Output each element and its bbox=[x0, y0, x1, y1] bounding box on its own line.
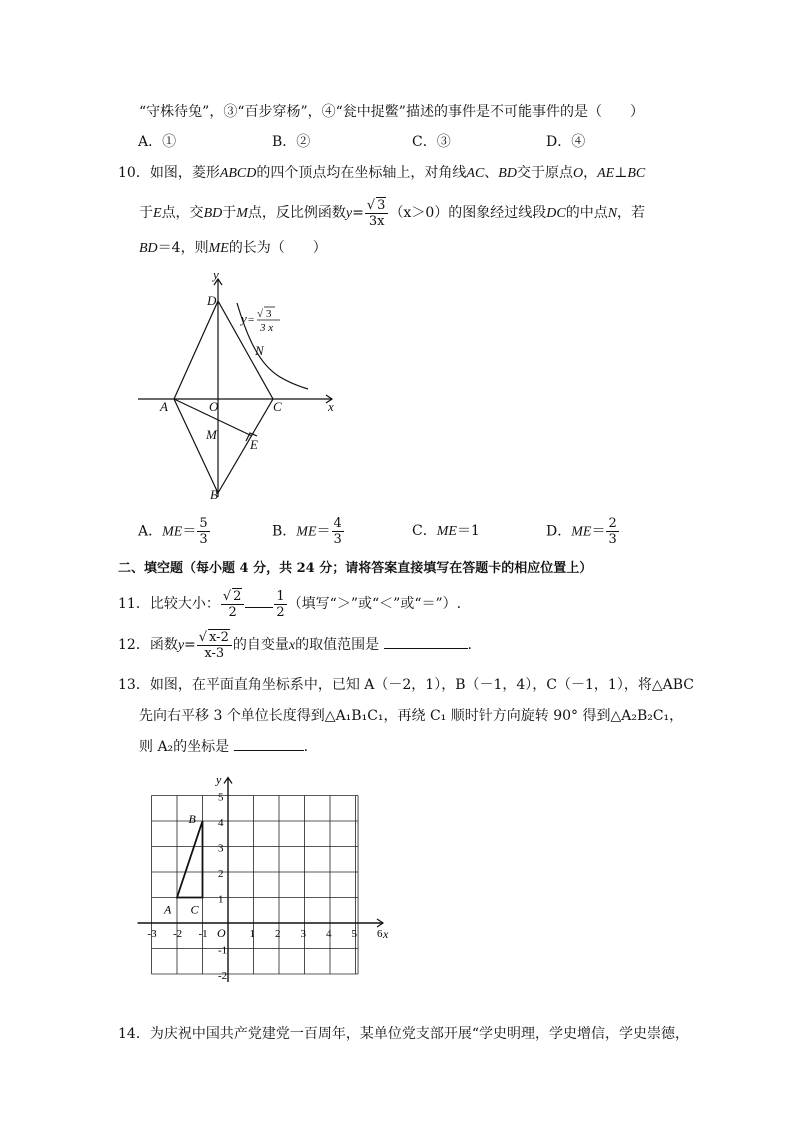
q10-option-b: B．ME＝ $\frac{4}{3}$ bbox=[272, 516, 342, 547]
fig-label-m: M bbox=[206, 427, 217, 442]
q10-option-d: D．ME＝ $\frac{2}{3}$ bbox=[546, 516, 617, 547]
q10-line2: 于E点，交BD于M点，反比例函数y= $\frac{√ 3}{3x}$ （x＞0）的图象经过线段DC的中点N，若 bbox=[139, 198, 646, 229]
point-label-a: A bbox=[164, 902, 172, 917]
q9-option-a: A．① bbox=[138, 134, 177, 150]
y-tick-label: 2 bbox=[218, 868, 224, 880]
triangle-abc bbox=[177, 821, 203, 898]
fig-curve-y: y bbox=[241, 311, 247, 326]
x-tick-label: 4 bbox=[326, 928, 332, 940]
svg-text:3: 3 bbox=[266, 308, 272, 320]
q9-option-d: D．④ bbox=[546, 134, 586, 150]
fig-label-o: O bbox=[209, 399, 219, 414]
fig-label-c: C bbox=[273, 399, 282, 414]
q11-line: 11．比较大小： $\frac{√ 2}{2}$ $\frac{1}{2}$ （填写“＞”或“＜”或“＝”）. bbox=[118, 588, 462, 620]
svg-text:√: √ bbox=[257, 308, 264, 320]
q13-line2: 先向右平移 3 个单位长度得到△A₁B₁C₁，再绕 C₁ 顺时针方向旋转 90° 得到△A₂B₂C₁， bbox=[139, 708, 684, 724]
rhombus-abcd bbox=[174, 301, 273, 493]
y-tick-label: 4 bbox=[218, 817, 224, 829]
x-tick-label: -2 bbox=[173, 928, 183, 940]
x-tick-label: 1 bbox=[249, 928, 255, 940]
grid-label-x: x bbox=[383, 927, 389, 941]
q9-option-b: B．② bbox=[272, 134, 311, 150]
x-tick-label: -3 bbox=[147, 928, 157, 940]
q10-option-c: C．ME＝1 bbox=[412, 523, 480, 539]
fig-label-y: y bbox=[213, 267, 219, 282]
x-tick-label: 3 bbox=[300, 928, 306, 940]
q10-function-fraction: $\frac{√ 3}{3x}$ bbox=[365, 197, 389, 229]
fig-label-d: D bbox=[207, 293, 217, 308]
x-tick-label: 2 bbox=[275, 928, 281, 940]
fig-label-x: x bbox=[328, 399, 334, 414]
q14-line1: 14．为庆祝中国共产党建党一百周年，某单位党支部开展“学史明理，学史增信，学史崇德， bbox=[118, 1026, 689, 1042]
fig-label-b: B bbox=[210, 487, 218, 502]
q12-answer-blank bbox=[384, 648, 468, 649]
q10-line1: 10．如图，菱形ABCD的四个顶点均在坐标轴上，对角线AC、BD交于原点O，AE⊥BC bbox=[118, 165, 646, 181]
fig-label-e: E bbox=[250, 437, 258, 452]
point-label-c: C bbox=[190, 902, 199, 917]
svg-text:3 x: 3 x bbox=[260, 322, 274, 334]
q10-rhombus-figure bbox=[130, 265, 345, 510]
q9-stem-tail: “守株待兔”，③“百步穿杨”，④“瓮中捉鳖”描述的事件是不可能事件的是（ ） bbox=[139, 104, 644, 120]
x-tick-label: 5 bbox=[351, 928, 357, 940]
svg-text:=: = bbox=[248, 314, 255, 326]
q13-coordinate-grid bbox=[130, 765, 410, 990]
q13-line3: 则 A₂的坐标是 . bbox=[139, 739, 309, 755]
y-tick-label: 1 bbox=[218, 893, 224, 906]
fig-label-n: N bbox=[255, 343, 264, 358]
q11-answer-blank bbox=[245, 607, 273, 608]
fig-curve-fraction bbox=[248, 307, 280, 334]
q10-option-a: A．ME＝ $\frac{5}{3}$ bbox=[138, 516, 208, 547]
q10-line3: BD＝4，则ME的长为（ ） bbox=[139, 240, 327, 256]
q13-line1: 13．如图，在平面直角坐标系中，已知 A（－2，1），B（－1，4），C（－1，1），将△ABC bbox=[118, 677, 694, 693]
grid-label-y: y bbox=[216, 772, 222, 787]
x-tick-label: -1 bbox=[198, 928, 208, 940]
section-2-heading: 二、填空题（每小题 4 分，共 24 分；请将答案直接填写在答题卡的相应位置上） bbox=[118, 561, 593, 576]
q9-option-c: C．③ bbox=[412, 134, 451, 150]
y-tick-label: -2 bbox=[218, 970, 228, 982]
y-tick-label: 3 bbox=[218, 842, 224, 855]
fig-label-a: A bbox=[160, 399, 168, 414]
point-label-b: B bbox=[188, 812, 196, 826]
y-tick-label: 5 bbox=[218, 791, 224, 804]
q13-answer-blank bbox=[234, 750, 304, 751]
x-tick-label: 6 bbox=[377, 928, 383, 940]
q12-line: 12．函数y= $\frac{√ x-2}{x-3}$ 的自变量x的取值范围是 . bbox=[118, 630, 472, 661]
y-tick-label: -1 bbox=[218, 944, 228, 957]
grid-label-origin: O bbox=[217, 926, 226, 940]
